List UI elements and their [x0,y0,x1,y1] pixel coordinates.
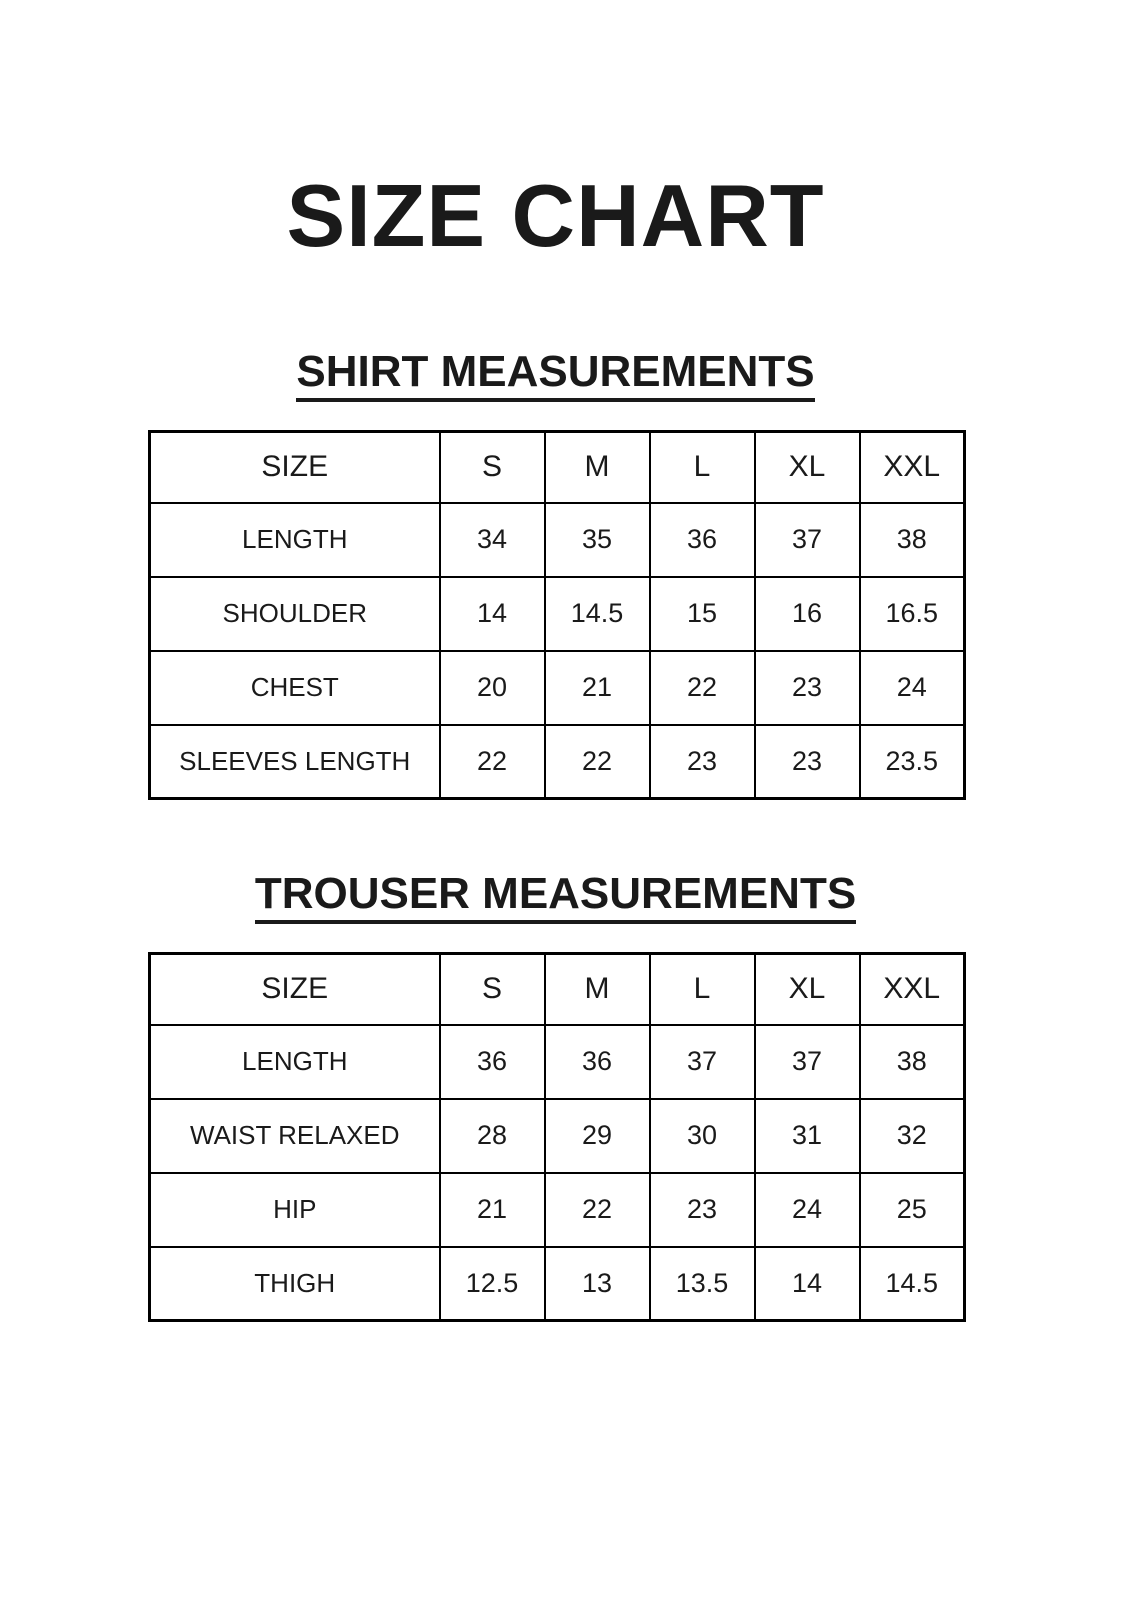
shirt-row-length [150,503,965,577]
value-cell: 14 [755,1247,860,1321]
trouser-section-heading [148,869,963,924]
value-cell: 14.5 [860,1247,965,1321]
value-cell: 34 [440,503,545,577]
shirt-col-header-size: SIZE [150,432,440,503]
value-cell: 30 [650,1099,755,1173]
value-cell: 32 [860,1099,965,1173]
value-cell: 36 [650,503,755,577]
trouser-col-header-l: L [650,954,755,1025]
value-cell: 25 [860,1173,965,1247]
shirt-col-header-m: M [545,432,650,503]
value-cell: 23 [755,725,860,799]
shirt-table [148,430,966,800]
trouser-col-header-m: M [545,954,650,1025]
value-cell: 37 [650,1025,755,1099]
row-label: THIGH [150,1247,440,1321]
shirt-section-heading [148,347,963,402]
value-cell: 20 [440,651,545,725]
value-cell: 21 [545,651,650,725]
page-title: SIZE CHART [286,166,825,265]
shirt-col-header-xl: XL [755,432,860,503]
value-cell: 37 [755,1025,860,1099]
shirt-row-sleeves-length [150,725,965,799]
value-cell: 22 [545,1173,650,1247]
value-cell: 31 [755,1099,860,1173]
value-cell: 38 [860,503,965,577]
value-cell: 13.5 [650,1247,755,1321]
value-cell: 24 [755,1173,860,1247]
value-cell: 23 [650,1173,755,1247]
value-cell: 36 [440,1025,545,1099]
shirt-row-shoulder [150,577,965,651]
value-cell: 23.5 [860,725,965,799]
value-cell: 14 [440,577,545,651]
trouser-col-header-xxl: XXL [860,954,965,1025]
value-cell: 22 [440,725,545,799]
row-label: LENGTH [150,1025,440,1099]
trouser-col-header-xl: XL [755,954,860,1025]
shirt-col-header-s: S [440,432,545,503]
value-cell: 22 [545,725,650,799]
trouser-table [148,952,966,1322]
value-cell: 16.5 [860,577,965,651]
trouser-row-length [150,1025,965,1099]
shirt-col-header-l: L [650,432,755,503]
value-cell: 23 [650,725,755,799]
value-cell: 38 [860,1025,965,1099]
shirt-section-heading-text: SHIRT MEASUREMENTS [296,350,814,402]
value-cell: 28 [440,1099,545,1173]
trouser-col-header-s: S [440,954,545,1025]
shirt-col-header-xxl: XXL [860,432,965,503]
value-cell: 12.5 [440,1247,545,1321]
trouser-row-thigh [150,1247,965,1321]
value-cell: 13 [545,1247,650,1321]
value-cell: 37 [755,503,860,577]
value-cell: 14.5 [545,577,650,651]
value-cell: 29 [545,1099,650,1173]
row-label: HIP [150,1173,440,1247]
row-label: SHOULDER [150,577,440,651]
value-cell: 35 [545,503,650,577]
shirt-header-row [150,432,965,503]
trouser-section-heading-text: TROUSER MEASUREMENTS [255,872,856,924]
value-cell: 21 [440,1173,545,1247]
value-cell: 36 [545,1025,650,1099]
value-cell: 23 [755,651,860,725]
page-content [148,0,963,1322]
value-cell: 24 [860,651,965,725]
row-label: LENGTH [150,503,440,577]
row-label: CHEST [150,651,440,725]
value-cell: 22 [650,651,755,725]
trouser-row-waist-relaxed [150,1099,965,1173]
row-label: WAIST RELAXED [150,1099,440,1173]
shirt-row-chest [150,651,965,725]
trouser-header-row [150,954,965,1025]
value-cell: 16 [755,577,860,651]
trouser-row-hip [150,1173,965,1247]
trouser-col-header-size: SIZE [150,954,440,1025]
value-cell: 15 [650,577,755,651]
row-label: SLEEVES LENGTH [150,725,440,799]
